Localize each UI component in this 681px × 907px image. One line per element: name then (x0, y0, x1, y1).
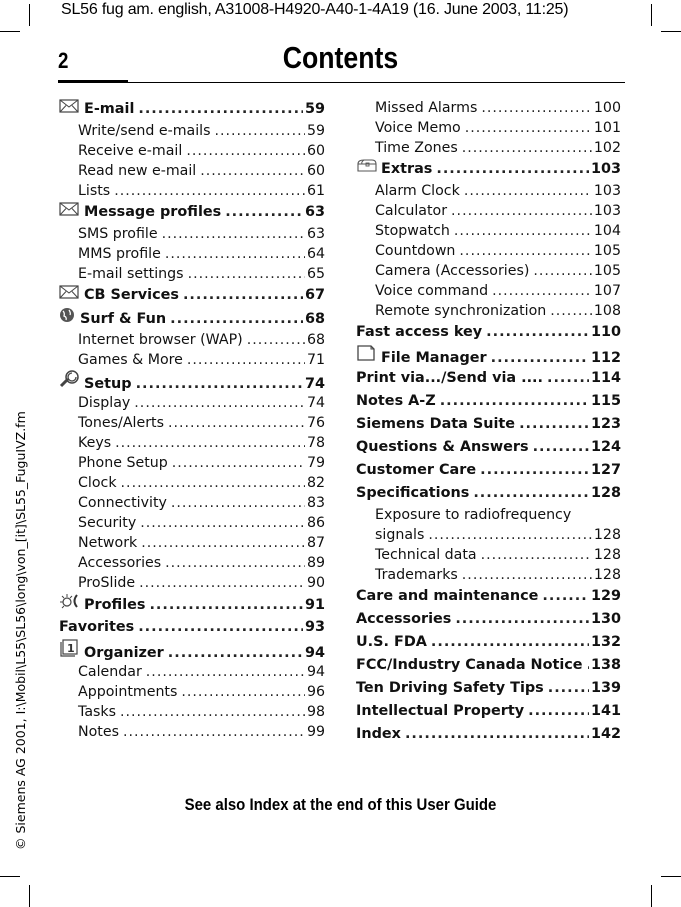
toc-entry-page: 142 (590, 726, 621, 742)
toc-entry-label: Ten Driving Safety Tips (356, 680, 544, 696)
toc-entry-page: 101 (593, 120, 621, 136)
dot-leader (464, 181, 592, 201)
toc-entry-page: 65 (306, 266, 325, 282)
toc-entry-label: Siemens Data Suite (356, 416, 516, 432)
toc-entry-care-and-maintenance[interactable] (356, 585, 621, 608)
toc-entry-label: Intellectual Property (356, 703, 525, 719)
dot-leader (165, 244, 305, 264)
toc-entry-calculator[interactable] (356, 201, 621, 221)
toc-entry-surf-fun[interactable] (59, 307, 325, 330)
toc-entry-label: Games & More (78, 352, 183, 368)
dot-leader (480, 459, 589, 482)
toc-entry-page: 128 (590, 485, 621, 501)
envelope-icon (59, 201, 79, 215)
toc-entry-write-send-e-mails[interactable] (59, 121, 325, 141)
toc-entry-label: Missed Alarms (375, 100, 478, 116)
toc-entry-profiles[interactable] (59, 593, 325, 616)
folder-icon (356, 344, 376, 358)
dot-leader (550, 301, 592, 321)
toc-entry-file-manager[interactable] (356, 344, 621, 367)
toc-entry-label: Accessories (78, 555, 162, 571)
toc-entry-page: 112 (590, 350, 621, 366)
toc-entry-label: Connectivity (78, 495, 167, 511)
toc-entry-label: Extras (381, 161, 433, 177)
toc-entry-label: Tasks (78, 704, 117, 720)
toc-entry-message-profiles[interactable] (59, 201, 325, 224)
toc-entry-label: ProSlide (78, 575, 136, 591)
dot-leader (440, 390, 589, 413)
toc-entry-page: 96 (306, 684, 325, 700)
dot-leader (247, 330, 305, 350)
toc-entry-page: 128 (593, 547, 621, 563)
calendar-icon (59, 639, 79, 653)
toc-entry-page: 89 (306, 555, 325, 571)
dot-leader (486, 321, 589, 344)
toc-entry-security[interactable] (59, 513, 325, 533)
dot-leader (140, 513, 305, 533)
toc-entry-tasks[interactable] (59, 702, 325, 722)
toc-entry-voice-command[interactable] (356, 281, 621, 301)
toc-entry-page: 103 (590, 161, 621, 177)
toc-entry-lists[interactable] (59, 181, 325, 201)
toc-entry-label: Voice command (375, 283, 489, 299)
toc-entry-page: 107 (593, 283, 621, 299)
dot-leader (451, 201, 592, 221)
toc-entry-phone-setup[interactable] (59, 453, 325, 473)
dot-leader (114, 181, 305, 201)
toc-entry-label: Internet browser (WAP) (78, 332, 243, 348)
toc-entry-trademarks[interactable] (356, 565, 621, 585)
toc-entry-label: U.S. FDA (356, 634, 427, 650)
toc-entry-signals[interactable] (356, 525, 621, 545)
toc-entry-label: Network (78, 535, 138, 551)
toc-entry-connectivity[interactable] (59, 493, 325, 513)
crop-mark (29, 4, 30, 26)
toc-entry-tones-alerts[interactable] (59, 413, 325, 433)
toc-entry-label: Keys (78, 435, 112, 451)
toc-entry-label: Remote synchronization (375, 303, 547, 319)
toc-entry-clock[interactable] (59, 473, 325, 493)
toc-entry-fcc-industry-canada-notice[interactable] (356, 654, 621, 677)
toc-entry-label: MMS profile (78, 246, 161, 262)
toc-entry-page: 60 (306, 143, 325, 159)
toc-entry-page: 100 (593, 100, 621, 116)
toc-entry-label: Write/send e-mails (78, 123, 211, 139)
toc-entry-page: 104 (593, 223, 621, 239)
toc-entry-stopwatch[interactable] (356, 221, 621, 241)
envelope-icon (59, 284, 79, 298)
dot-leader (547, 367, 589, 390)
toc-entry-questions-answers[interactable] (356, 436, 621, 459)
toc-entry-page: 64 (306, 246, 325, 262)
toc-entry-label: FCC/Industry Canada Notice (356, 657, 583, 673)
toc-entry-label: Clock (78, 475, 117, 491)
toc-entry-calendar[interactable] (59, 662, 325, 682)
toc-entry-page: 115 (590, 393, 621, 409)
toc-entry-label: Calendar (78, 664, 142, 680)
dot-leader (405, 723, 589, 746)
toc-entry-mms-profile[interactable] (59, 244, 325, 264)
dot-leader (139, 573, 305, 593)
toc-entry-label: Favorites (59, 619, 135, 635)
dot-leader (481, 98, 592, 118)
toc-entry-label: E-mail (84, 101, 135, 117)
title-rule-accent (58, 80, 128, 83)
dot-leader (171, 493, 305, 513)
toc-entry-cb-services[interactable] (59, 284, 325, 307)
dot-leader (459, 241, 591, 261)
toc-entry-page: 141 (590, 703, 621, 719)
svg-text:1: 1 (67, 642, 75, 655)
page-number: 2 (58, 48, 69, 73)
dot-leader (519, 413, 589, 436)
crop-mark (661, 31, 681, 32)
toc-entry-page: 130 (590, 611, 621, 627)
toc-entry-notes[interactable] (59, 722, 325, 742)
toc-entry-page: 60 (306, 163, 325, 179)
toc-entry-display[interactable] (59, 393, 325, 413)
toc-entry-label: E-mail settings (78, 266, 184, 282)
toc-entry-label: CB Services (84, 287, 179, 303)
toc-entry-label: Lists (78, 183, 111, 199)
toc-entry-exposure-to-radiofrequency[interactable] (356, 505, 621, 525)
toc-entry-customer-care[interactable] (356, 459, 621, 482)
toc-entry-page: 68 (306, 332, 325, 348)
dot-leader (183, 284, 303, 307)
toc-left-column (59, 98, 325, 742)
toc-entry-label: Trademarks (375, 567, 458, 583)
toc-entry-page: 67 (304, 287, 325, 303)
dot-leader (548, 677, 589, 700)
dot-leader (225, 201, 303, 224)
toc-entry-page: 76 (306, 415, 325, 431)
toc-entry-page: 93 (304, 619, 325, 635)
toc-entry-page: 91 (304, 597, 325, 613)
toc-entry-sms-profile[interactable] (59, 224, 325, 244)
crop-mark (0, 31, 20, 32)
toc-entry-internet-browser-wap[interactable] (59, 330, 325, 350)
toc-entry-favorites[interactable] (59, 616, 325, 639)
toc-entry-page: 74 (304, 376, 325, 392)
toc-entry-page: 94 (304, 645, 325, 661)
toc-entry-missed-alarms[interactable] (356, 98, 621, 118)
toc-entry-label: Receive e-mail (78, 143, 183, 159)
toc-entry-page: 68 (304, 311, 325, 327)
toc-right-column (356, 98, 621, 746)
toc-entry-receive-e-mail[interactable] (59, 141, 325, 161)
toc-entry-appointments[interactable] (59, 682, 325, 702)
dot-leader (115, 433, 305, 453)
crop-mark (661, 876, 681, 877)
toc-entry-label: Calculator (375, 203, 448, 219)
toc-entry-page: 105 (593, 243, 621, 259)
document-info-header: SL56 fug am. english, A31008-H4920-A40-1-4A19 (16. June 2003, 11:25) (61, 1, 569, 18)
chest-icon (356, 158, 376, 172)
page-title: Contents (282, 40, 399, 75)
crop-mark (0, 876, 20, 877)
toc-entry-specifications[interactable] (356, 482, 621, 505)
dot-leader (436, 158, 589, 181)
title-rule (58, 82, 625, 83)
toc-entry-page: 108 (593, 303, 621, 319)
toc-entry-remote-synchronization[interactable] (356, 301, 621, 321)
globe-icon (59, 307, 75, 321)
toc-entry-label: Time Zones (375, 140, 458, 156)
toc-entry-page: 82 (306, 475, 325, 491)
toc-entry-page: 78 (306, 435, 325, 451)
toc-entry-label: Technical data (375, 547, 477, 563)
toc-entry-ten-driving-safety-tips[interactable] (356, 677, 621, 700)
toc-entry-u-s-fda[interactable] (356, 631, 621, 654)
dot-leader (533, 436, 589, 459)
dot-leader (187, 350, 305, 370)
toc-entry-page: 63 (306, 226, 325, 242)
toc-entry-technical-data[interactable] (356, 545, 621, 565)
index-reference-note: See also Index at the end of this User Guide (184, 795, 497, 814)
toc-entry-page: 103 (593, 203, 621, 219)
toc-entry-page: 87 (306, 535, 325, 551)
dot-leader (120, 702, 305, 722)
toc-entry-page: 83 (306, 495, 325, 511)
toc-entry-label: Exposure to radiofrequency (375, 507, 572, 523)
toc-entry-label: Index (356, 726, 401, 742)
toc-entry-page: 138 (590, 657, 621, 673)
toc-entry-label: Message profiles (84, 204, 222, 220)
toc-entry-page: 139 (590, 680, 621, 696)
toc-entry-siemens-data-suite[interactable] (356, 413, 621, 436)
toc-entry-keys[interactable] (59, 433, 325, 453)
toc-entry-page: 128 (593, 567, 621, 583)
dot-leader (149, 594, 303, 617)
toc-entry-extras[interactable] (356, 158, 621, 181)
toc-entry-label: signals (375, 527, 425, 543)
toc-entry-page: 86 (306, 515, 325, 531)
toc-entry-page: 63 (304, 204, 325, 220)
toc-entry-voice-memo[interactable] (356, 118, 621, 138)
crop-mark (651, 885, 652, 907)
dot-leader (215, 121, 305, 141)
toc-entry-page: 128 (593, 527, 621, 543)
dot-leader (170, 308, 303, 331)
dot-leader (138, 616, 303, 639)
toc-entry-label: Organizer (84, 645, 164, 661)
dot-leader (188, 264, 305, 284)
dot-leader (492, 281, 592, 301)
toc-entry-page: 74 (306, 395, 325, 411)
toc-entry-network[interactable] (59, 533, 325, 553)
toc-entry-page: 103 (593, 183, 621, 199)
toc-entry-label: Notes A-Z (356, 393, 436, 409)
toc-entry-e-mail[interactable] (59, 98, 325, 121)
dot-leader (428, 525, 592, 545)
toc-entry-label: Specifications (356, 485, 470, 501)
dot-leader (165, 553, 305, 573)
toc-entry-page: 110 (590, 324, 621, 340)
sun-moon-icon (59, 593, 79, 607)
toc-entry-page: 90 (306, 575, 325, 591)
toc-entry-label: Print via.../Send via .... (356, 370, 543, 386)
toc-entry-page: 123 (590, 416, 621, 432)
toc-entry-label: Tones/Alerts (78, 415, 164, 431)
dot-leader (141, 533, 305, 553)
toc-entry-label: Stopwatch (375, 223, 450, 239)
dot-leader (533, 261, 592, 281)
toc-entry-label: Surf & Fun (80, 311, 167, 327)
toc-entry-page: 132 (590, 634, 621, 650)
dot-leader (473, 482, 589, 505)
toc-entry-e-mail-settings[interactable] (59, 264, 325, 284)
toc-entry-label: Fast access key (356, 324, 483, 340)
toc-entry-page: 98 (306, 704, 325, 720)
crop-mark (29, 885, 30, 907)
toc-entry-label: Notes (78, 724, 119, 740)
dot-leader (462, 138, 592, 158)
dot-leader (542, 585, 589, 608)
dot-leader (186, 141, 305, 161)
toc-entry-page: 79 (306, 455, 325, 471)
toc-entry-setup[interactable] (59, 370, 325, 393)
toc-entry-label: Phone Setup (78, 455, 168, 471)
toc-entry-intellectual-property[interactable] (356, 700, 621, 723)
toc-entry-page: 124 (590, 439, 621, 455)
toc-entry-page: 114 (590, 370, 621, 386)
toc-entry-proslide[interactable] (59, 573, 325, 593)
toc-entry-label: Setup (84, 376, 132, 392)
toc-entry-label: Care and maintenance (356, 588, 539, 604)
dot-leader (462, 565, 592, 585)
dot-leader (121, 473, 305, 493)
dot-leader (181, 682, 305, 702)
toc-entry-label: Voice Memo (375, 120, 461, 136)
toc-entry-read-new-e-mail[interactable] (59, 161, 325, 181)
dot-leader (138, 98, 303, 121)
toc-entry-page: 59 (304, 101, 325, 117)
toc-entry-countdown[interactable] (356, 241, 621, 261)
toc-entry-page: 71 (306, 352, 325, 368)
toc-entry-games-more[interactable] (59, 350, 325, 370)
toc-entry-label: Alarm Clock (375, 183, 460, 199)
dot-leader (134, 393, 305, 413)
toc-entry-label: Questions & Answers (356, 439, 529, 455)
toc-entry-label: Appointments (78, 684, 178, 700)
toc-entry-page: 102 (593, 140, 621, 156)
toc-entry-accessories[interactable] (59, 553, 325, 573)
toc-entry-time-zones[interactable] (356, 138, 621, 158)
toc-entry-fast-access-key[interactable] (356, 321, 621, 344)
toc-entry-page: 61 (306, 183, 325, 199)
dot-leader (172, 453, 305, 473)
toc-entry-label: Display (78, 395, 131, 411)
dot-leader (528, 700, 589, 723)
dot-leader (455, 608, 589, 631)
toc-entry-label: Accessories (356, 611, 452, 627)
dot-leader (162, 224, 305, 244)
toc-entry-label: Read new e-mail (78, 163, 197, 179)
toc-entry-page: 99 (306, 724, 325, 740)
toc-entry-index[interactable] (356, 723, 621, 746)
toc-entry-print-via-send-via[interactable] (356, 367, 621, 390)
dot-leader (123, 722, 305, 742)
dot-leader (481, 545, 592, 565)
toc-entry-page: 129 (590, 588, 621, 604)
crop-mark (651, 4, 652, 26)
toc-entry-camera-accessories[interactable] (356, 261, 621, 281)
toc-entry-page: 94 (306, 664, 325, 680)
toc-entry-page: 127 (590, 462, 621, 478)
toc-entry-label: Security (78, 515, 137, 531)
dot-leader (454, 221, 592, 241)
toc-entry-alarm-clock[interactable] (356, 181, 621, 201)
toc-entry-label: File Manager (381, 350, 487, 366)
toc-entry-notes-a-z[interactable] (356, 390, 621, 413)
toc-entry-page: 105 (593, 263, 621, 279)
toc-entry-page: 59 (306, 123, 325, 139)
copyright-file-path: © Siemens AG 2001, I:\Mobil\L55\SL56\long\von_[it]\SL55_FuguIVZ.fm (13, 411, 28, 850)
envelope-icon (59, 98, 79, 112)
toc-entry-label: Countdown (375, 243, 456, 259)
toc-entry-label: Customer Care (356, 462, 477, 478)
toc-entry-label: Profiles (84, 597, 146, 613)
dot-leader (146, 662, 305, 682)
dot-leader (465, 118, 592, 138)
toc-entry-label: SMS profile (78, 226, 158, 242)
wrench-icon (59, 370, 79, 384)
toc-entry-accessories[interactable] (356, 608, 621, 631)
dot-leader (168, 413, 305, 433)
dot-leader (200, 161, 305, 181)
toc-entry-label: Camera (Accessories) (375, 263, 530, 279)
dot-leader (587, 654, 589, 677)
dot-leader (431, 631, 589, 654)
toc-entry-organizer[interactable] (59, 639, 325, 662)
